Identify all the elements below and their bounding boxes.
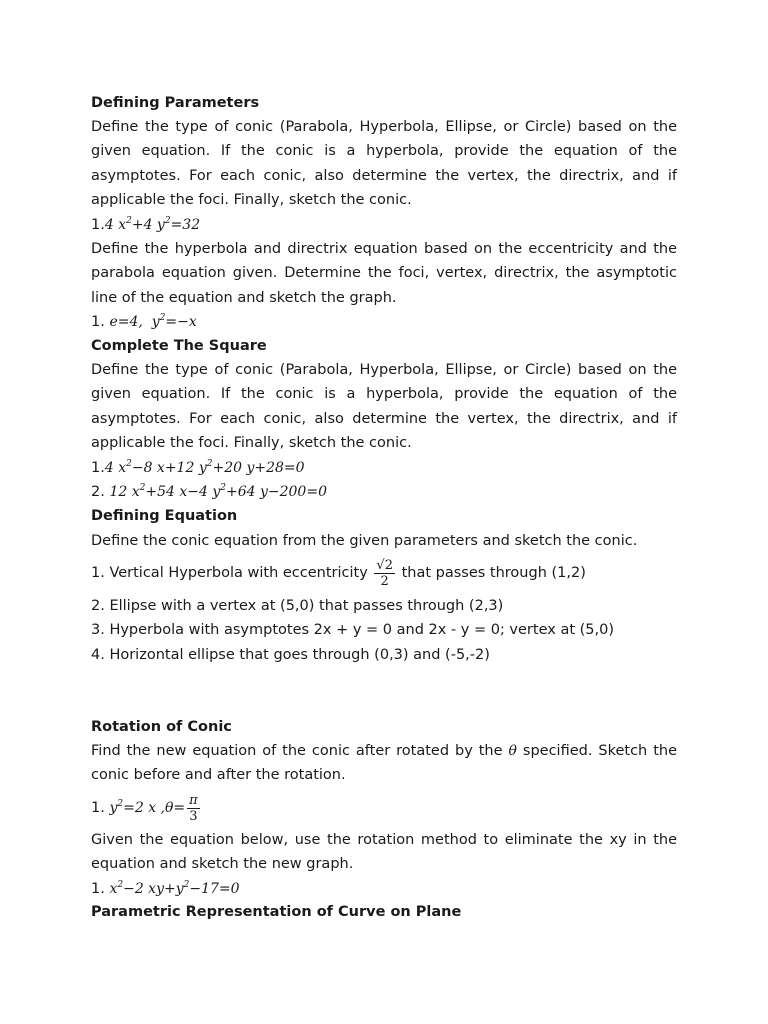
eq-part: +20 y+28=0 bbox=[212, 460, 305, 476]
heading-complete-the-square: Complete The Square bbox=[91, 338, 267, 354]
eq-exponent: 2 bbox=[126, 459, 132, 469]
eq-part: 4 x bbox=[104, 460, 127, 476]
paragraph-hyperbola-directrix: Define the hyperbola and directrix equation based on the eccentricity and the parabola equation given. Determine the foci, vertex, directrix, the asymptotic line of the equation and sketch the graph. bbox=[91, 241, 677, 306]
eq-part: +54 x−4 y bbox=[145, 484, 221, 500]
fraction-denominator: 2 bbox=[380, 573, 389, 589]
paragraph-text: specified. Sketch the conic before and after the rotation. bbox=[91, 743, 677, 784]
eq-part: +4 y bbox=[131, 217, 165, 233]
heading-defining-equation: Defining Equation bbox=[91, 508, 238, 524]
eq-exponent: 2 bbox=[126, 216, 132, 226]
eq-exponent: 2 bbox=[117, 880, 124, 890]
eq-part: −17=0 bbox=[189, 881, 240, 897]
eq-exponent: 2 bbox=[117, 799, 124, 809]
fraction-pi-over-3 bbox=[187, 793, 200, 824]
equation-number: 1. bbox=[91, 460, 105, 476]
eq-part: y bbox=[109, 800, 118, 816]
eq-exponent: 2 bbox=[183, 880, 190, 890]
theta-symbol: θ bbox=[508, 743, 517, 759]
list-item-ellipse-vertex: 2. Ellipse with a vertex at (5,0) that passes through (2,3) bbox=[91, 598, 504, 614]
eq-part: =−x bbox=[165, 314, 197, 330]
eq-exponent: 2 bbox=[220, 483, 226, 493]
equation-number: 1. bbox=[91, 800, 105, 816]
paragraph-conic-instructions-1: Define the type of conic (Parabola, Hyperbola, Ellipse, or Circle) based on the given equation. If the conic is a hyperbola, provide the equation of the asymptotes. For each conic, also determine the vertex, the directrix, and if applicable the foci. Finally, sketch the conic. bbox=[91, 119, 677, 209]
eq-exponent: 2 bbox=[139, 483, 146, 493]
fraction-numerator: √2 bbox=[376, 557, 393, 573]
eq-part: y bbox=[151, 314, 160, 330]
paragraph-conic-instructions-2: Define the type of conic (Parabola, Hyperbola, Ellipse, or Circle) based on the given equation. If the conic is a hyperbola, provide the equation of the asymptotes. For each conic, also determine the vertex, the directrix, and if applicable the foci. Finally, sketch the conic. bbox=[91, 362, 677, 452]
fraction-numerator: π bbox=[189, 792, 198, 808]
paragraph-defining-equation-intro: Define the conic equation from the given parameters and sketch the conic. bbox=[91, 533, 638, 549]
item-text: 1. Vertical Hyperbola with eccentricity bbox=[91, 565, 368, 581]
equation-number: 1. bbox=[91, 881, 105, 897]
equation-s2-1 bbox=[91, 456, 677, 480]
fraction-denominator: 3 bbox=[189, 808, 198, 824]
eq-part: −2 xy+y bbox=[123, 881, 184, 897]
eq-part: e=4, bbox=[109, 314, 143, 330]
equation-s2-2 bbox=[91, 480, 677, 504]
heading-rotation-of-conic: Rotation of Conic bbox=[91, 719, 232, 735]
heading-parametric-representation: Parametric Representation of Curve on Plane bbox=[91, 904, 462, 920]
equation-s4-1 bbox=[91, 790, 677, 826]
heading-defining-parameters: Defining Parameters bbox=[91, 95, 260, 111]
equation-number: 1. bbox=[91, 217, 105, 233]
item-text: that passes through (1,2) bbox=[401, 565, 586, 581]
eq-part: =32 bbox=[170, 217, 201, 233]
eq-part: =2 x ,θ= bbox=[123, 800, 186, 816]
eq-part: 12 x bbox=[109, 484, 140, 500]
eq-part: −8 x+12 y bbox=[131, 460, 207, 476]
eq-exponent: 2 bbox=[206, 459, 213, 469]
paragraph-rotation-instructions bbox=[91, 739, 677, 788]
fraction-sqrt2-over-2 bbox=[374, 558, 395, 589]
equation-number: 2. bbox=[91, 484, 105, 500]
eq-exponent: 2 bbox=[159, 313, 166, 323]
paragraph-rotation-method: Given the equation below, use the rotation method to eliminate the xy in the equation and sketch the new graph. bbox=[91, 832, 677, 873]
eq-part: x bbox=[109, 881, 118, 897]
list-item-vertical-hyperbola bbox=[91, 553, 677, 593]
list-item-hyperbola-asymptotes: 3. Hyperbola with asymptotes 2x + y = 0 and 2x - y = 0; vertex at (5,0) bbox=[91, 622, 614, 638]
equation-s1-2 bbox=[91, 310, 677, 334]
list-item-horizontal-ellipse: 4. Horizontal ellipse that goes through (0,3) and (-5,-2) bbox=[91, 647, 490, 663]
eq-exponent: 2 bbox=[164, 216, 171, 226]
eq-part: +64 y−200=0 bbox=[225, 484, 327, 500]
equation-s4-2 bbox=[91, 877, 677, 901]
paragraph-text: Find the new equation of the conic after rotated by the bbox=[91, 743, 503, 759]
equation-s1-1 bbox=[91, 213, 677, 237]
eq-part: 4 x bbox=[104, 217, 127, 233]
equation-number: 1. bbox=[91, 314, 105, 330]
